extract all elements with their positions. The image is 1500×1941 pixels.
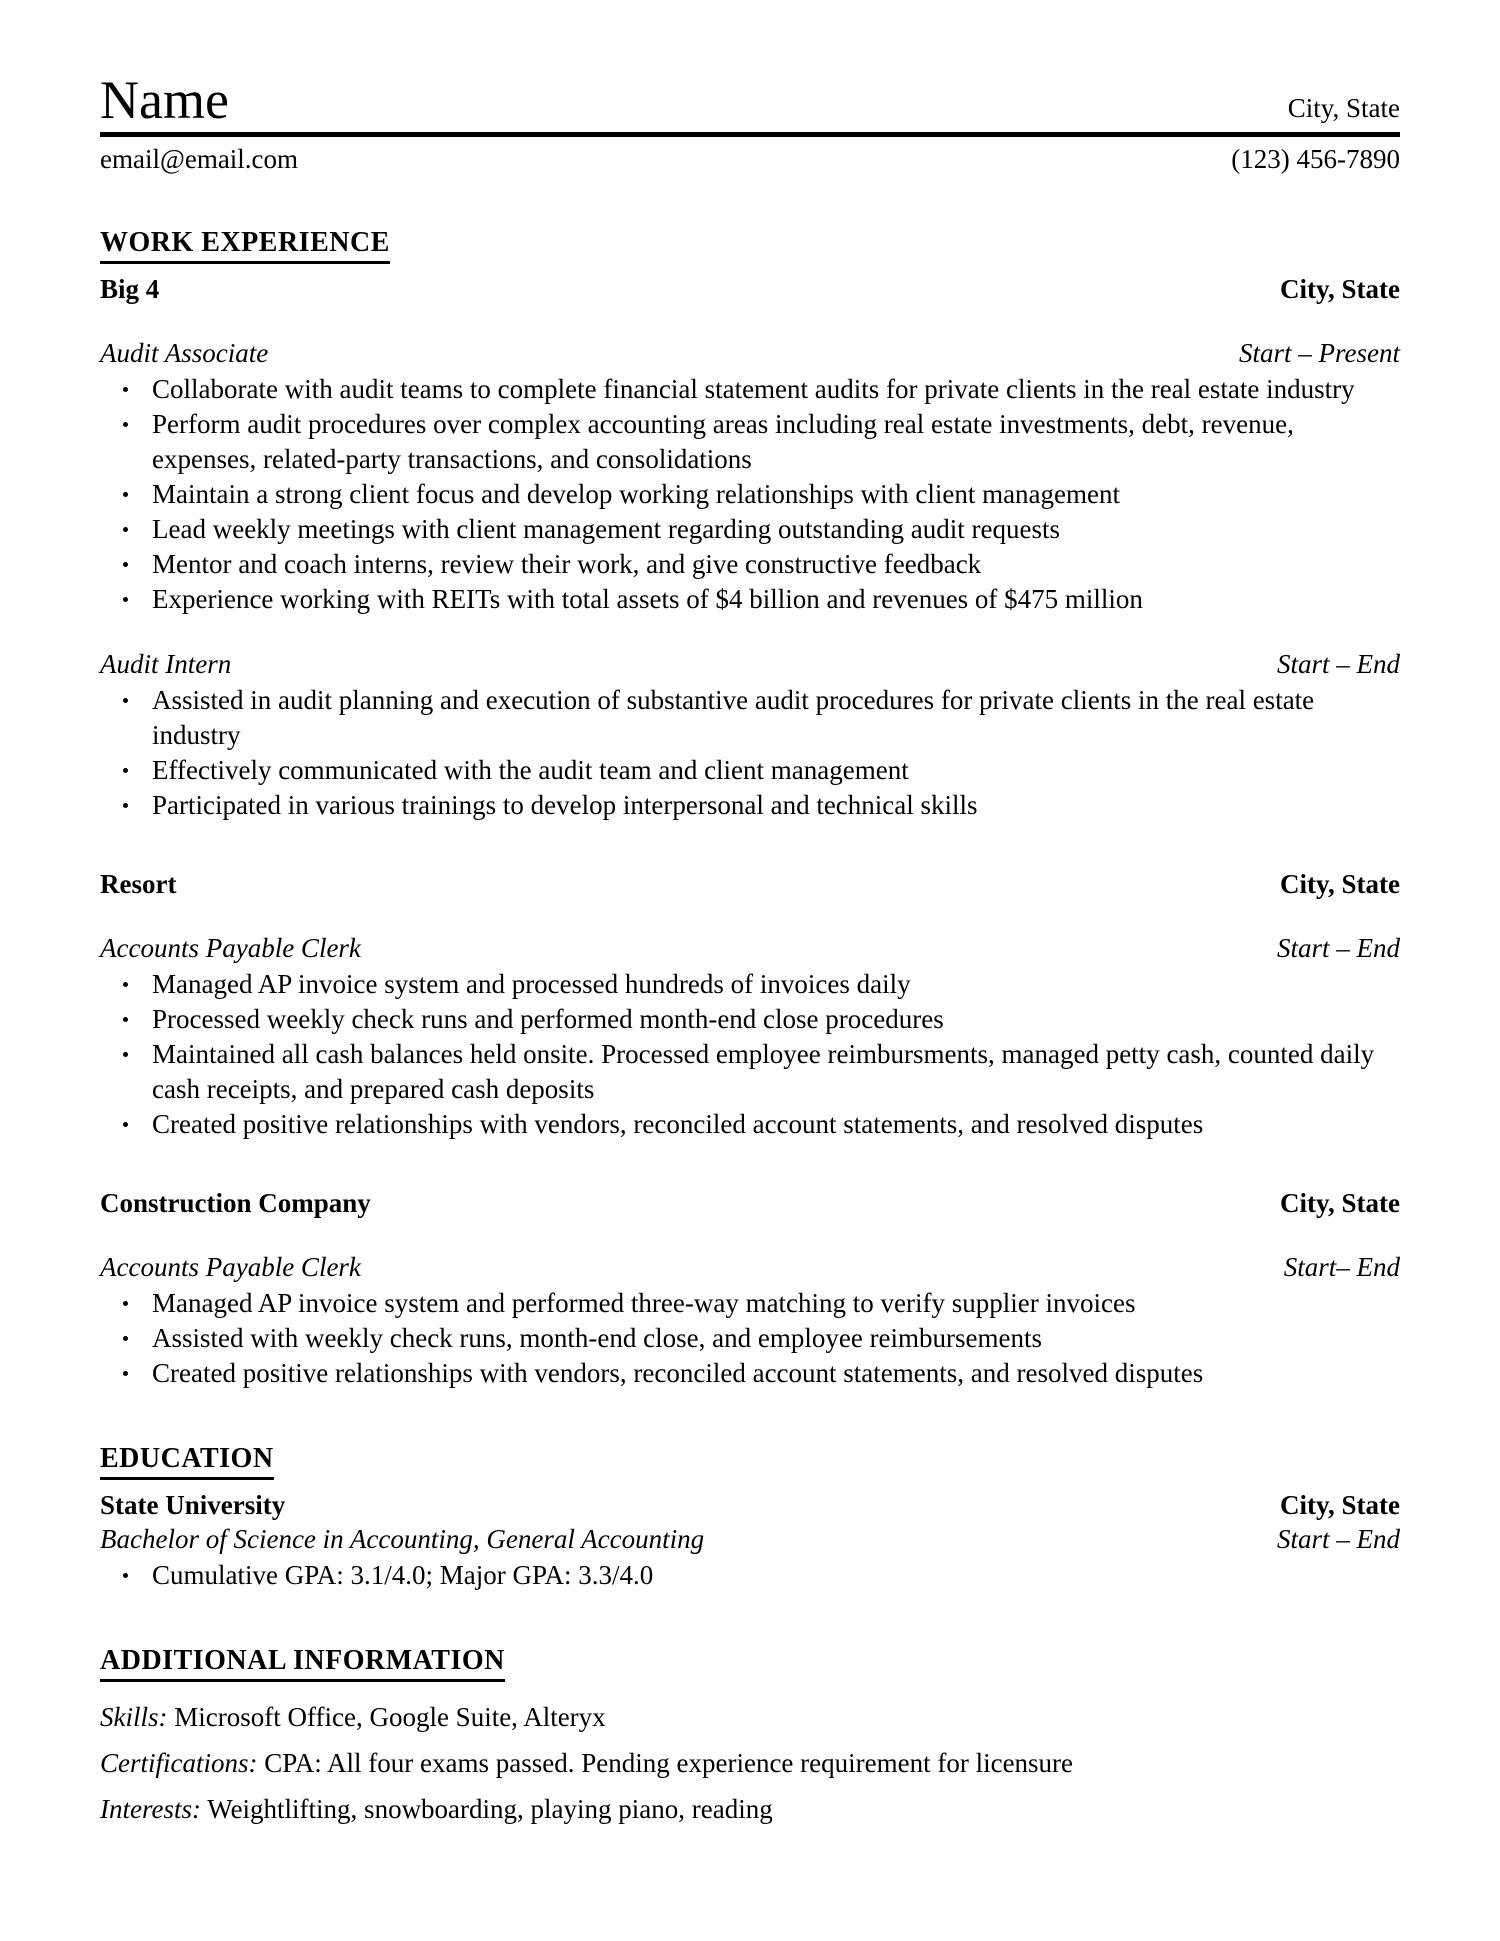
school-name: State University [100,1489,286,1520]
list-item [100,477,1400,512]
role-dates: Start – Present [1239,337,1400,368]
bullet-text: Perform audit procedures over complex accounting areas including real estate investments, debt, revenue, expenses, related-party transactions, and consolidations [152,408,1294,474]
bullet-text: Cumulative GPA: 3.1/4.0; Major GPA: 3.3/4.0 [152,1559,654,1590]
role-title: Accounts Payable Clerk [100,1251,361,1282]
role-title: Accounts Payable Clerk [100,932,361,963]
role-audit-associate [100,336,1400,617]
bullet-text: Created positive relationships with vendors, reconciled account statements, and resolved disputes [152,1357,1204,1388]
bullet-text: Assisted with weekly check runs, month-end close, and employee reimbursements [152,1322,1043,1353]
person-name: Name [100,70,229,130]
bullet-icon [123,597,128,602]
bullet-text: Created positive relationships with vendors, reconciled account statements, and resolved disputes [152,1108,1204,1139]
list-item [100,582,1400,617]
skills-text: Microsoft Office, Google Suite, Alteryx [174,1701,606,1732]
bullet-icon [123,1017,128,1022]
certifications-text: CPA: All four exams passed. Pending experience requirement for licensure [264,1747,1074,1778]
bullet-icon [123,803,128,808]
school-location: City, State [1280,1489,1400,1520]
role-dates: Start – End [1276,648,1400,679]
certifications-line [100,1746,1400,1781]
bullet-text: Participated in various trainings to develop interpersonal and technical skills [152,789,978,820]
section-heading-text: ADDITIONAL INFORMATION [100,1645,505,1682]
bullet-list [100,683,1400,823]
role-ap-clerk-construction [100,1250,1400,1391]
bullet-text: Collaborate with audit teams to complete financial statement audits for private clients in the real estate industry [152,373,1355,404]
phone-text: (123) 456-7890 [1231,143,1400,174]
list-item [100,683,1400,753]
work-entry-construction [100,1186,1400,1391]
bullet-list [100,967,1400,1142]
list-item [100,1558,1400,1593]
entry-header-row [100,1186,1400,1220]
role-header-row [100,336,1400,370]
education-entry [100,1488,1400,1593]
role-dates: Start – End [1276,932,1400,963]
bullet-icon [123,1052,128,1057]
list-item [100,1321,1400,1356]
bullet-icon [123,422,128,427]
certifications-label: Certifications: [100,1747,258,1778]
header-location: City, State [1287,93,1400,124]
list-item [100,1356,1400,1391]
degree-title: Bachelor of Science in Accounting, General Accounting [100,1523,705,1554]
work-entry-resort [100,867,1400,1142]
degree-row [100,1522,1400,1556]
bullet-text: Managed AP invoice system and performed three-way matching to verify supplier invoices [152,1287,1136,1318]
bullet-icon [123,1573,128,1578]
skills-line [100,1700,1400,1735]
list-item [100,1286,1400,1321]
section-heading-text: WORK EXPERIENCE [100,227,390,264]
bullet-icon [123,1371,128,1376]
role-title: Audit Intern [100,648,232,679]
contact-row [100,137,1400,175]
company-location: City, State [1280,273,1400,304]
list-item [100,1107,1400,1142]
bullet-icon [123,982,128,987]
bullet-icon [123,492,128,497]
bullet-text: Lead weekly meetings with client management regarding outstanding audit requests [152,513,1060,544]
bullet-icon [123,1336,128,1341]
bullet-icon [123,1122,128,1127]
entry-header-row [100,867,1400,901]
role-audit-intern [100,647,1400,823]
email-text: email@email.com [100,143,299,174]
role-header-row [100,647,1400,681]
role-ap-clerk-resort [100,931,1400,1142]
list-item [100,512,1400,547]
section-heading-text: EDUCATION [100,1443,274,1480]
bullet-list [100,1286,1400,1391]
work-entry-big4 [100,272,1400,823]
entry-header-row [100,272,1400,306]
degree-dates: Start – End [1276,1523,1400,1554]
role-header-row [100,931,1400,965]
list-item [100,753,1400,788]
bullet-icon [123,387,128,392]
bullet-icon [123,562,128,567]
bullet-text: Assisted in audit planning and execution of substantive audit procedures for private clients in the real estate industry [152,684,1315,750]
company-name: Big 4 [100,273,160,304]
skills-label: Skills: [100,1701,168,1732]
section-heading-education [100,1443,1400,1480]
interests-line [100,1792,1400,1827]
bullet-text: Maintained all cash balances held onsite. Processed employee reimbursments, managed petty cash, counted daily cash receipts, and prepared cash deposits [152,1038,1375,1104]
bullet-text: Experience working with REITs with total assets of $4 billion and revenues of $475 million [152,583,1143,614]
list-item [100,1037,1400,1107]
role-dates: Start– End [1283,1251,1400,1282]
section-heading-additional-information [100,1645,1400,1682]
list-item [100,372,1400,407]
bullet-list [100,1558,1400,1593]
bullet-icon [123,527,128,532]
bullet-icon [123,768,128,773]
bullet-icon [123,698,128,703]
section-heading-work-experience [100,227,1400,264]
bullet-text: Maintain a strong client focus and develop working relationships with client management [152,478,1121,509]
list-item [100,407,1400,477]
bullet-icon [123,1301,128,1306]
company-name: Construction Company [100,1187,371,1218]
company-location: City, State [1280,868,1400,899]
bullet-text: Managed AP invoice system and processed hundreds of invoices daily [152,968,911,999]
company-location: City, State [1280,1187,1400,1218]
interests-label: Interests: [100,1793,201,1824]
list-item [100,967,1400,1002]
role-title: Audit Associate [100,337,269,368]
bullet-text: Mentor and coach interns, review their work, and give constructive feedback [152,548,982,579]
role-header-row [100,1250,1400,1284]
list-item [100,547,1400,582]
entry-header-row [100,1488,1400,1522]
interests-text: Weightlifting, snowboarding, playing piano, reading [207,1793,773,1824]
header [100,72,1400,137]
bullet-list [100,372,1400,617]
bullet-text: Effectively communicated with the audit team and client management [152,754,909,785]
company-name: Resort [100,868,177,899]
list-item [100,788,1400,823]
list-item [100,1002,1400,1037]
bullet-text: Processed weekly check runs and performed month-end close procedures [152,1003,944,1034]
